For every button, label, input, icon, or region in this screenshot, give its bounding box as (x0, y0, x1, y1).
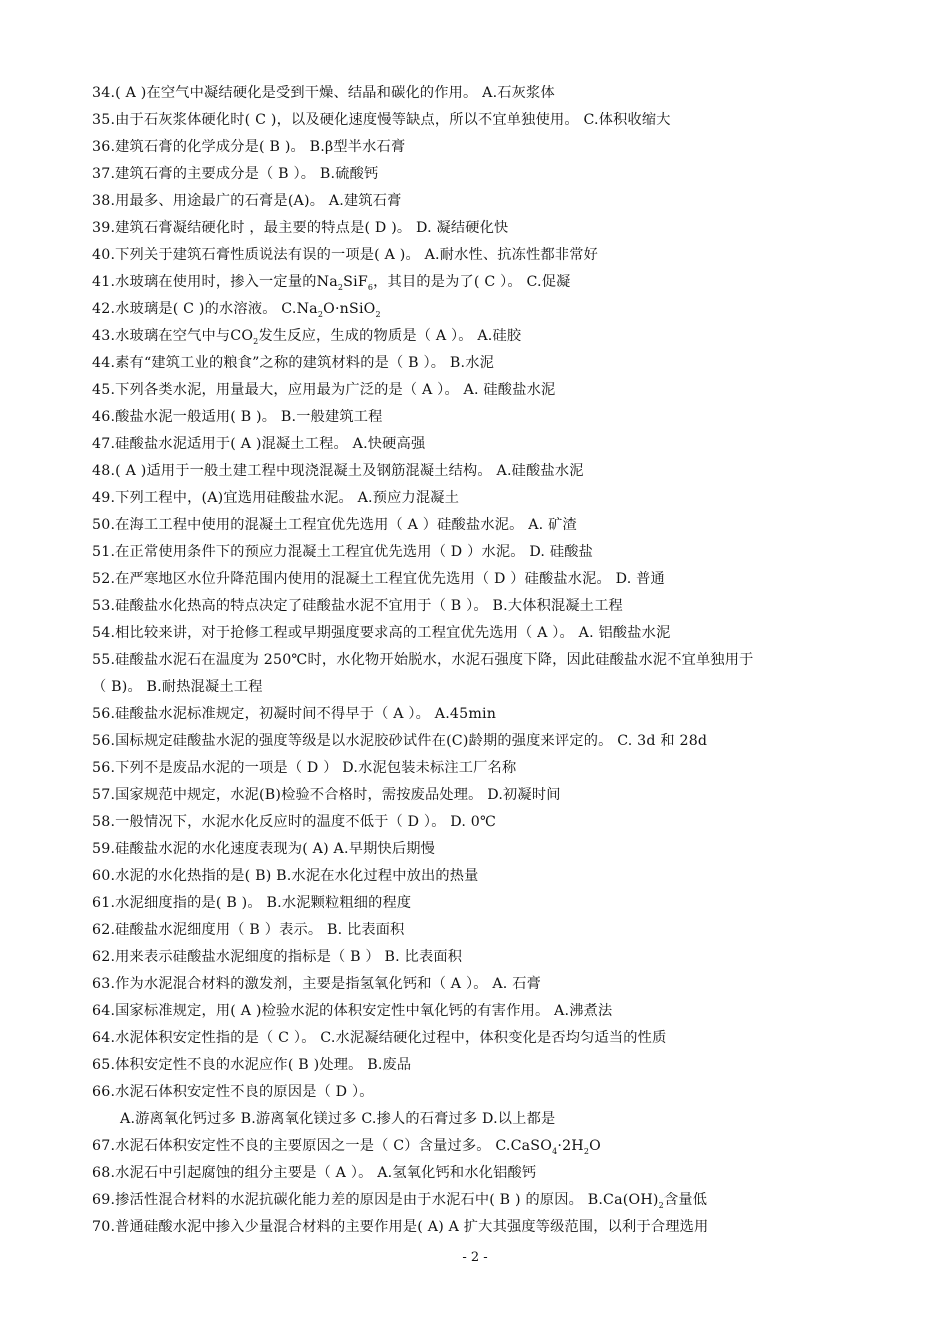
question-line (92, 404, 882, 431)
question-text: 54.相比较来讲，对于抢修工程或早期强度要求高的工程宜优先选用（ A ）。 A. 铝酸盐水泥 (92, 625, 671, 641)
question-text: 51.在正常使用条件下的预应力混凝土工程宜优先选用（ D ）水泥。 D. 硅酸盐 (92, 544, 593, 560)
question-text: 63.作为水泥混合材料的激发剂，主要是指氢氧化钙和（ A ）。 A. 石膏 (92, 976, 541, 992)
question-text: 68.水泥石中引起腐蚀的组分主要是（ A ）。 A.氢氧化钙和水化铝酸钙 (92, 1165, 537, 1181)
question-line (92, 620, 882, 647)
question-text: 36.建筑石膏的化学成分是( B )。 B.β型半水石膏 (92, 139, 406, 155)
question-line (92, 1133, 882, 1160)
question-line (92, 998, 882, 1025)
question-text: 57.国家规范中规定，水泥(B)检验不合格时，需按废品处理。 D.初凝时间 (92, 787, 561, 803)
question-line (92, 863, 882, 890)
question-text: 34.( A )在空气中凝结硬化是受到干燥、结晶和碳化的作用。 A.石灰浆体 (92, 85, 555, 101)
question-text: O (589, 1138, 602, 1154)
question-text: 41.水玻璃在使用时，掺入一定量的Na (92, 274, 338, 290)
question-line (92, 647, 882, 674)
question-text: 65.体积安定性不良的水泥应作( B )处理。 B.废品 (92, 1057, 412, 1073)
question-line (92, 593, 882, 620)
subscript: 4 (552, 1147, 558, 1156)
question-line (92, 566, 882, 593)
question-text: 59.硅酸盐水泥的水化速度表现为( A) A.早期快后期慢 (92, 841, 436, 857)
question-line (92, 917, 882, 944)
question-text: 42.水玻璃是( C )的水溶液。 C.Na (92, 301, 318, 317)
question-text: 37.建筑石膏的主要成分是（ B ）。 B.硫酸钙 (92, 166, 379, 182)
question-text: O·nSiO (323, 301, 376, 317)
question-line (92, 134, 882, 161)
question-line (92, 1160, 882, 1187)
subscript: 6 (367, 283, 374, 292)
question-text: 56.国标规定硅酸盐水泥的强度等级是以水泥胶砂试件在(C)龄期的强度来评定的。 C. 3d 和 28d (92, 733, 708, 749)
question-text: 67.水泥石体积安定性不良的主要原因之一是（ C）含量过多。 C.CaSO (92, 1138, 553, 1154)
question-text: 含量低 (663, 1192, 708, 1208)
question-line (92, 782, 882, 809)
question-text: 69.掺活性混合材料的水泥抗碳化能力差的原因是由于水泥石中( B ) 的原因。 B.Ca(OH) (92, 1192, 659, 1208)
question-line (92, 755, 882, 782)
question-line (92, 728, 882, 755)
page-number: - 2 - (462, 1250, 488, 1265)
question-text: 52.在严寒地区水位升降范围内使用的混凝土工程宜优先选用（ D ）硅酸盐水泥。 D. 普通 (92, 571, 665, 587)
question-line (92, 539, 882, 566)
question-line (92, 296, 882, 323)
question-line (92, 971, 882, 998)
question-text: 64.水泥体积安定性指的是（ C ）。 C.水泥凝结硬化过程中，体积变化是否均匀适当的性质 (92, 1030, 667, 1046)
question-text: 66.水泥石体积安定性不良的原因是（ D ）。 (92, 1084, 374, 1100)
question-text: 70.普通硅酸水泥中掺入少量混合材料的主要作用是( A) A 扩大其强度等级范围，以利于合理选用 (92, 1219, 709, 1235)
question-line (92, 836, 882, 863)
question-text: ·2H (557, 1138, 584, 1154)
question-text: 38.用最多、用途最广的石膏是(A)。 A.建筑石膏 (92, 193, 402, 209)
question-line (92, 809, 882, 836)
subscript: 2 (317, 310, 324, 319)
question-line (92, 674, 882, 701)
question-text: 49.下列工程中，(A)宜选用硅酸盐水泥。 A.预应力混凝土 (92, 490, 460, 506)
question-text: 62.硅酸盐水泥细度用（ B ）表示。 B. 比表面积 (92, 922, 405, 938)
question-text: 39.建筑石膏凝结硬化时 ，最主要的特点是( D )。 D. 凝结硬化快 (92, 220, 509, 236)
question-line (92, 1214, 882, 1241)
question-text: 46.酸盐水泥一般适用( B )。 B.一般建筑工程 (92, 409, 383, 425)
question-line (92, 323, 882, 350)
question-line (92, 269, 882, 296)
question-text: 58.一般情况下，水泥水化反应时的温度不低于（ D ）。 D. 0℃ (92, 814, 497, 830)
question-line (92, 188, 882, 215)
question-text: 56.硅酸盐水泥标准规定，初凝时间不得早于（ A ）。 A.45min (92, 706, 497, 722)
question-line (92, 431, 882, 458)
subscript: 2 (658, 1201, 664, 1210)
question-text: 48.( A )适用于一般土建工程中现浇混凝土及钢筋混凝土结构。 A.硅酸盐水泥 (92, 463, 584, 479)
question-text: SiF (343, 274, 368, 290)
question-line (92, 1052, 882, 1079)
question-line (92, 485, 882, 512)
question-text: （ B)。 B.耐热混凝土工程 (92, 679, 263, 695)
subscript: 2 (583, 1147, 590, 1156)
question-list (92, 80, 882, 1241)
question-text: 53.硅酸盐水化热高的特点决定了硅酸盐水泥不宜用于（ B ）。 B.大体积混凝土工程 (92, 598, 623, 614)
question-line (92, 1079, 882, 1106)
subscript: 2 (375, 310, 381, 319)
question-line (92, 242, 882, 269)
question-text: 40.下列关于建筑石膏性质说法有误的一项是( A )。 A.耐水性、抗冻性都非常好 (92, 247, 598, 263)
question-line (92, 80, 882, 107)
question-text: ，其目的是为了( C ）。 C.促凝 (373, 274, 571, 290)
subscript: 2 (253, 337, 259, 346)
question-line (92, 1187, 882, 1214)
question-text: 50.在海工工程中使用的混凝土工程宜优先选用（ A ）硅酸盐水泥。 A. 矿渣 (92, 517, 577, 533)
question-line (92, 512, 882, 539)
question-text: 55.硅酸盐水泥石在温度为 250℃时，水化物开始脱水，水泥石强度下降，因此硅酸盐水泥不宜单独用于 (92, 652, 754, 668)
question-text: 56.下列不是废品水泥的一项是（ D ） D.水泥包装未标注工厂名称 (92, 760, 517, 776)
subscript: 2 (337, 283, 344, 292)
question-text: 43.水玻璃在空气中与CO (92, 328, 254, 344)
question-line (92, 161, 882, 188)
question-line (92, 890, 882, 917)
question-text: 45.下列各类水泥，用量最大，应用最为广泛的是（ A ）。 A. 硅酸盐水泥 (92, 382, 556, 398)
question-line (92, 377, 882, 404)
question-line (92, 1025, 882, 1052)
question-line (92, 944, 882, 971)
question-text: 62.用来表示硅酸盐水泥细度的指标是（ B ） B. 比表面积 (92, 949, 463, 965)
question-line (92, 107, 882, 134)
question-text: 44.素有“建筑工业的粮食”之称的建筑材料的是（ B ）。 B.水泥 (92, 355, 494, 371)
question-text: 35.由于石灰浆体硬化时( C )，以及硬化速度慢等缺点，所以不宜单独使用。 C.体积收缩大 (92, 112, 671, 128)
question-text: 60.水泥的水化热指的是( B) B.水泥在水化过程中放出的热量 (92, 868, 479, 884)
question-line (92, 215, 882, 242)
question-text: 64.国家标准规定，用( A )检验水泥的体积安定性中氧化钙的有害作用。 A.沸煮法 (92, 1003, 613, 1019)
question-line (92, 458, 882, 485)
question-text: A.游离氧化钙过多 B.游离氧化镁过多 C.掺人的石膏过多 D.以上都是 (120, 1111, 556, 1127)
question-text: 61.水泥细度指的是( B )。 B.水泥颗粒粗细的程度 (92, 895, 412, 911)
question-line (92, 701, 882, 728)
question-text: 47.硅酸盐水泥适用于( A )混凝土工程。 A.快硬高强 (92, 436, 426, 452)
question-text: 发生反应，生成的物质是（ A ）。 A.硅胶 (258, 328, 522, 344)
question-line (92, 1106, 882, 1133)
question-line (92, 350, 882, 377)
